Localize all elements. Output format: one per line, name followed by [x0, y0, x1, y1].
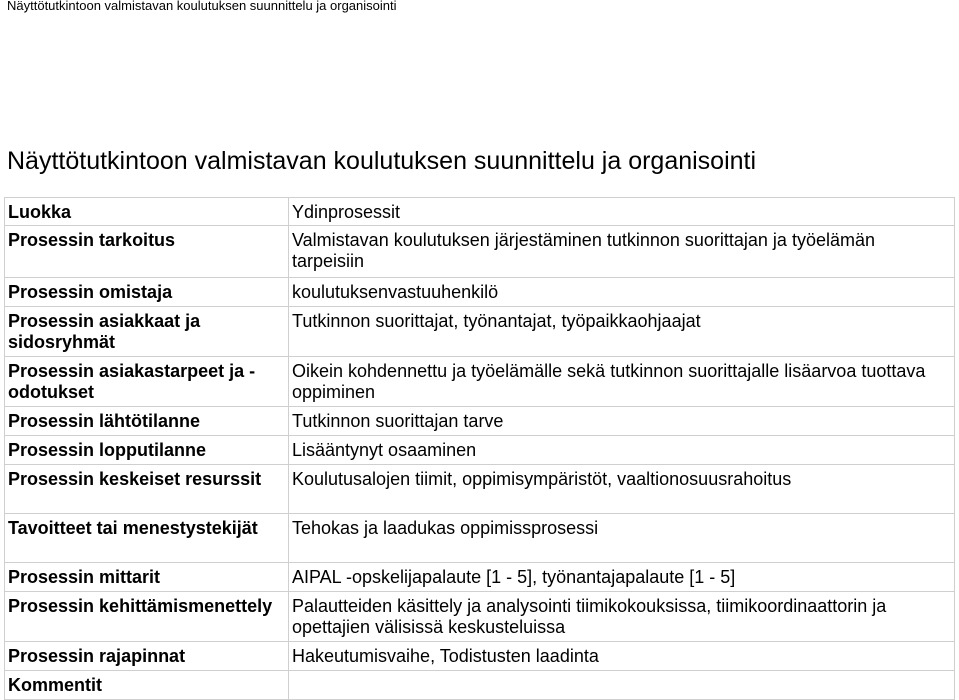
- table-row: [5, 592, 955, 642]
- row-label-lopputilanne: Prosessin lopputilanne: [5, 436, 289, 465]
- row-label-kehittamismenettely: Prosessin kehittämismenettely: [5, 592, 289, 642]
- row-value-omistaja: koulutuksenvastuuhenkilö: [289, 278, 955, 307]
- row-label-omistaja: Prosessin omistaja: [5, 278, 289, 307]
- row-label-asiakkaat: Prosessin asiakkaat ja sidosryhmät: [5, 307, 289, 357]
- row-value-tarkoitus: Valmistavan koulutuksen järjestäminen tutkinnon suorittajan ja työelämän tarpeisiin: [289, 226, 955, 278]
- row-label-mittarit: Prosessin mittarit: [5, 563, 289, 592]
- row-value-asiakkaat: Tutkinnon suorittajat, työnantajat, työpaikkaohjaajat: [289, 307, 955, 357]
- table-row: [5, 226, 955, 278]
- table-row: [5, 465, 955, 514]
- table-row: [5, 198, 955, 226]
- row-value-resurssit: Koulutusalojen tiimit, oppimisympäristöt, vaaltionosuusrahoitus: [289, 465, 955, 514]
- row-value-mittarit: AIPAL -opskelijapalaute [1 - 5], työnantajapalaute [1 - 5]: [289, 563, 955, 592]
- table-row: [5, 278, 955, 307]
- row-label-lahtotilanne: Prosessin lähtötilanne: [5, 407, 289, 436]
- row-value-luokka: Ydinprosessit: [289, 198, 955, 226]
- table-row: [5, 642, 955, 671]
- row-label-kommentit: Kommentit: [5, 671, 289, 700]
- row-value-lopputilanne: Lisääntynyt osaaminen: [289, 436, 955, 465]
- row-value-kehittamismenettely: Palautteiden käsittely ja analysointi tiimikokouksissa, tiimikoordinaattorin ja opettajien välisissä keskusteluissa: [289, 592, 955, 642]
- row-label-tarkoitus: Prosessin tarkoitus: [5, 226, 289, 278]
- row-value-kommentit: [289, 671, 955, 700]
- row-value-rajapinnat: Hakeutumisvaihe, Todistusten laadinta: [289, 642, 955, 671]
- document-title: Näyttötutkintoon valmistavan koulutuksen suunnittelu ja organisointi: [7, 147, 757, 175]
- running-header: Näyttötutkintoon valmistavan koulutuksen suunnittelu ja organisointi: [7, 0, 397, 13]
- table-row: [5, 307, 955, 357]
- row-value-tavoitteet: Tehokas ja laadukas oppimissprosessi: [289, 514, 955, 563]
- row-value-lahtotilanne: Tutkinnon suorittajan tarve: [289, 407, 955, 436]
- row-label-luokka: Luokka: [5, 198, 289, 226]
- table-row: [5, 671, 955, 700]
- row-label-rajapinnat: Prosessin rajapinnat: [5, 642, 289, 671]
- row-label-resurssit: Prosessin keskeiset resurssit: [5, 465, 289, 514]
- table-row: [5, 514, 955, 563]
- table-row: [5, 407, 955, 436]
- process-table: [4, 197, 955, 700]
- row-value-asiakastarpeet: Oikein kohdennettu ja työelämälle sekä tutkinnon suorittajalle lisäarvoa tuottava oppiminen: [289, 357, 955, 407]
- table-row: [5, 436, 955, 465]
- table-row: [5, 357, 955, 407]
- row-label-tavoitteet: Tavoitteet tai menestystekijät: [5, 514, 289, 563]
- table-row: [5, 563, 955, 592]
- row-label-asiakastarpeet: Prosessin asiakastarpeet ja -odotukset: [5, 357, 289, 407]
